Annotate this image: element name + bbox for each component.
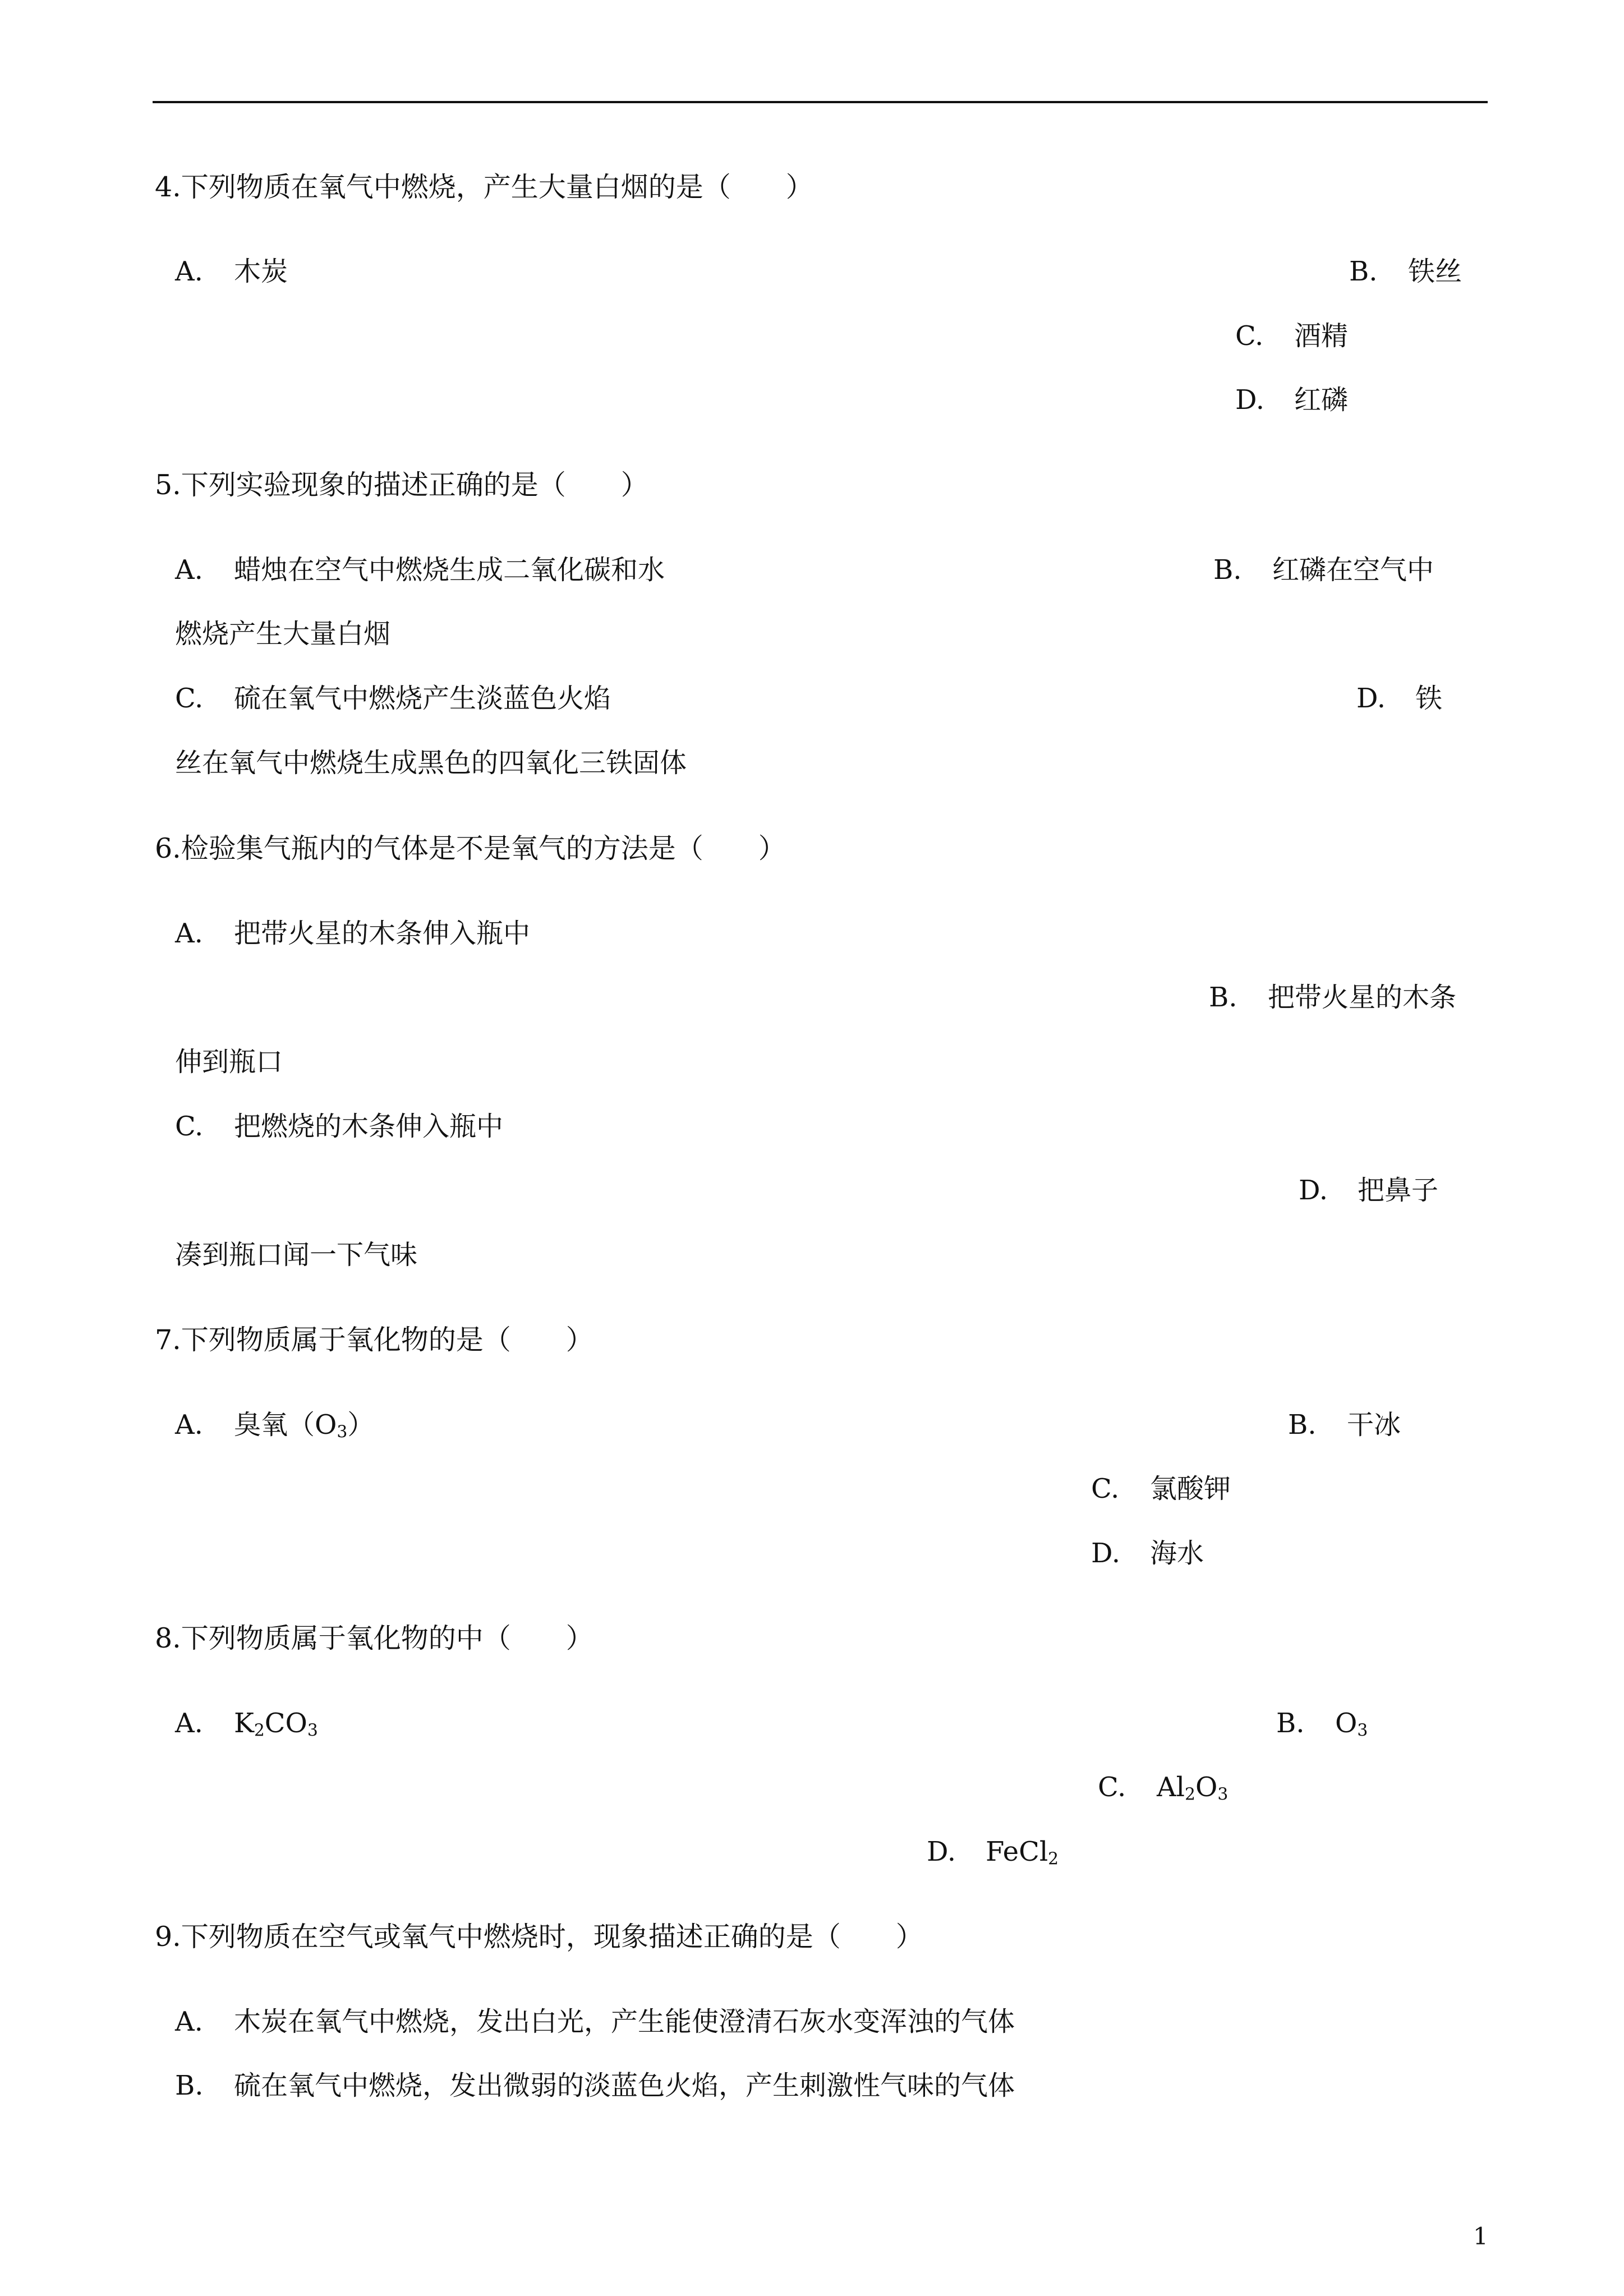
question-7-option-b[interactable]: B. 干冰 bbox=[1288, 1409, 1401, 1441]
question-5-option-a[interactable]: A. 蜡烛在空气中燃烧生成二氧化碳和水 bbox=[175, 554, 665, 586]
question-4-stem: 4.下列物质在氧气中燃烧，产生大量白烟的是（ ） bbox=[155, 171, 813, 203]
question-6-option-a[interactable]: A. 把带火星的木条伸入瓶中 bbox=[175, 918, 531, 949]
question-6-stem: 6.检验集气瓶内的气体是不是氧气的方法是（ ） bbox=[155, 832, 786, 864]
page-number: 1 bbox=[1473, 2223, 1488, 2250]
question-7-stem: 7.下列物质属于氧化物的是（ ） bbox=[155, 1324, 594, 1356]
question-4-option-a[interactable]: A. 木炭 bbox=[175, 256, 288, 287]
header-rule bbox=[153, 101, 1488, 103]
question-9-stem: 9.下列物质在空气或氧气中燃烧时，现象描述正确的是（ ） bbox=[155, 1921, 923, 1953]
question-6-option-d[interactable]: D. 把鼻子 bbox=[1299, 1175, 1439, 1206]
question-8-option-a[interactable]: A. $K_2CO_3$ bbox=[175, 1708, 318, 1741]
question-4-option-c[interactable]: C. 酒精 bbox=[1235, 320, 1349, 352]
question-8-option-d[interactable]: D. FeCl$_2$ bbox=[927, 1836, 1059, 1869]
question-9-option-b[interactable]: B. 硫在氧气中燃烧，发出微弱的淡蓝色火焰，产生刺激性气味的气体 bbox=[175, 2070, 1015, 2101]
question-5-option-c[interactable]: C. 硫在氧气中燃烧产生淡蓝色火焰 bbox=[175, 683, 611, 714]
question-4-option-d[interactable]: D. 红磷 bbox=[1235, 384, 1349, 416]
question-7-option-d[interactable]: D. 海水 bbox=[1091, 1538, 1204, 1569]
question-5-option-d[interactable]: D. 铁 bbox=[1356, 683, 1443, 714]
question-8-option-b[interactable]: B. $O_3$ bbox=[1276, 1708, 1368, 1741]
question-5-option-b-continued: 燃烧产生大量白烟 bbox=[175, 618, 391, 650]
question-6-option-b-continued: 伸到瓶口 bbox=[175, 1046, 283, 1078]
question-5-option-d-continued: 丝在氧气中燃烧生成黑色的四氧化三铁固体 bbox=[175, 747, 687, 779]
question-6-option-c[interactable]: C. 把燃烧的木条伸入瓶中 bbox=[175, 1111, 504, 1142]
question-5-option-b[interactable]: B. 红磷在空气中 bbox=[1213, 554, 1434, 586]
question-8-stem: 8.下列物质属于氧化物的中（ ） bbox=[155, 1622, 594, 1654]
question-9-option-a[interactable]: A. 木炭在氧气中燃烧，发出白光，产生能使澄清石灰水变浑浊的气体 bbox=[175, 2006, 1015, 2037]
question-7-option-a[interactable]: A. 臭氧$(O_3)$ bbox=[175, 1409, 375, 1442]
question-7-option-c[interactable]: C. 氯酸钾 bbox=[1091, 1473, 1231, 1504]
question-6-option-b[interactable]: B. 把带火星的木条 bbox=[1209, 982, 1457, 1013]
question-6-option-d-continued: 凑到瓶口闻一下气味 bbox=[175, 1239, 418, 1271]
question-5-stem: 5.下列实验现象的描述正确的是（ ） bbox=[155, 469, 648, 501]
question-8-option-c[interactable]: C. $Al_2O_3$ bbox=[1098, 1772, 1229, 1805]
question-4-option-b[interactable]: B. 铁丝 bbox=[1349, 256, 1462, 287]
